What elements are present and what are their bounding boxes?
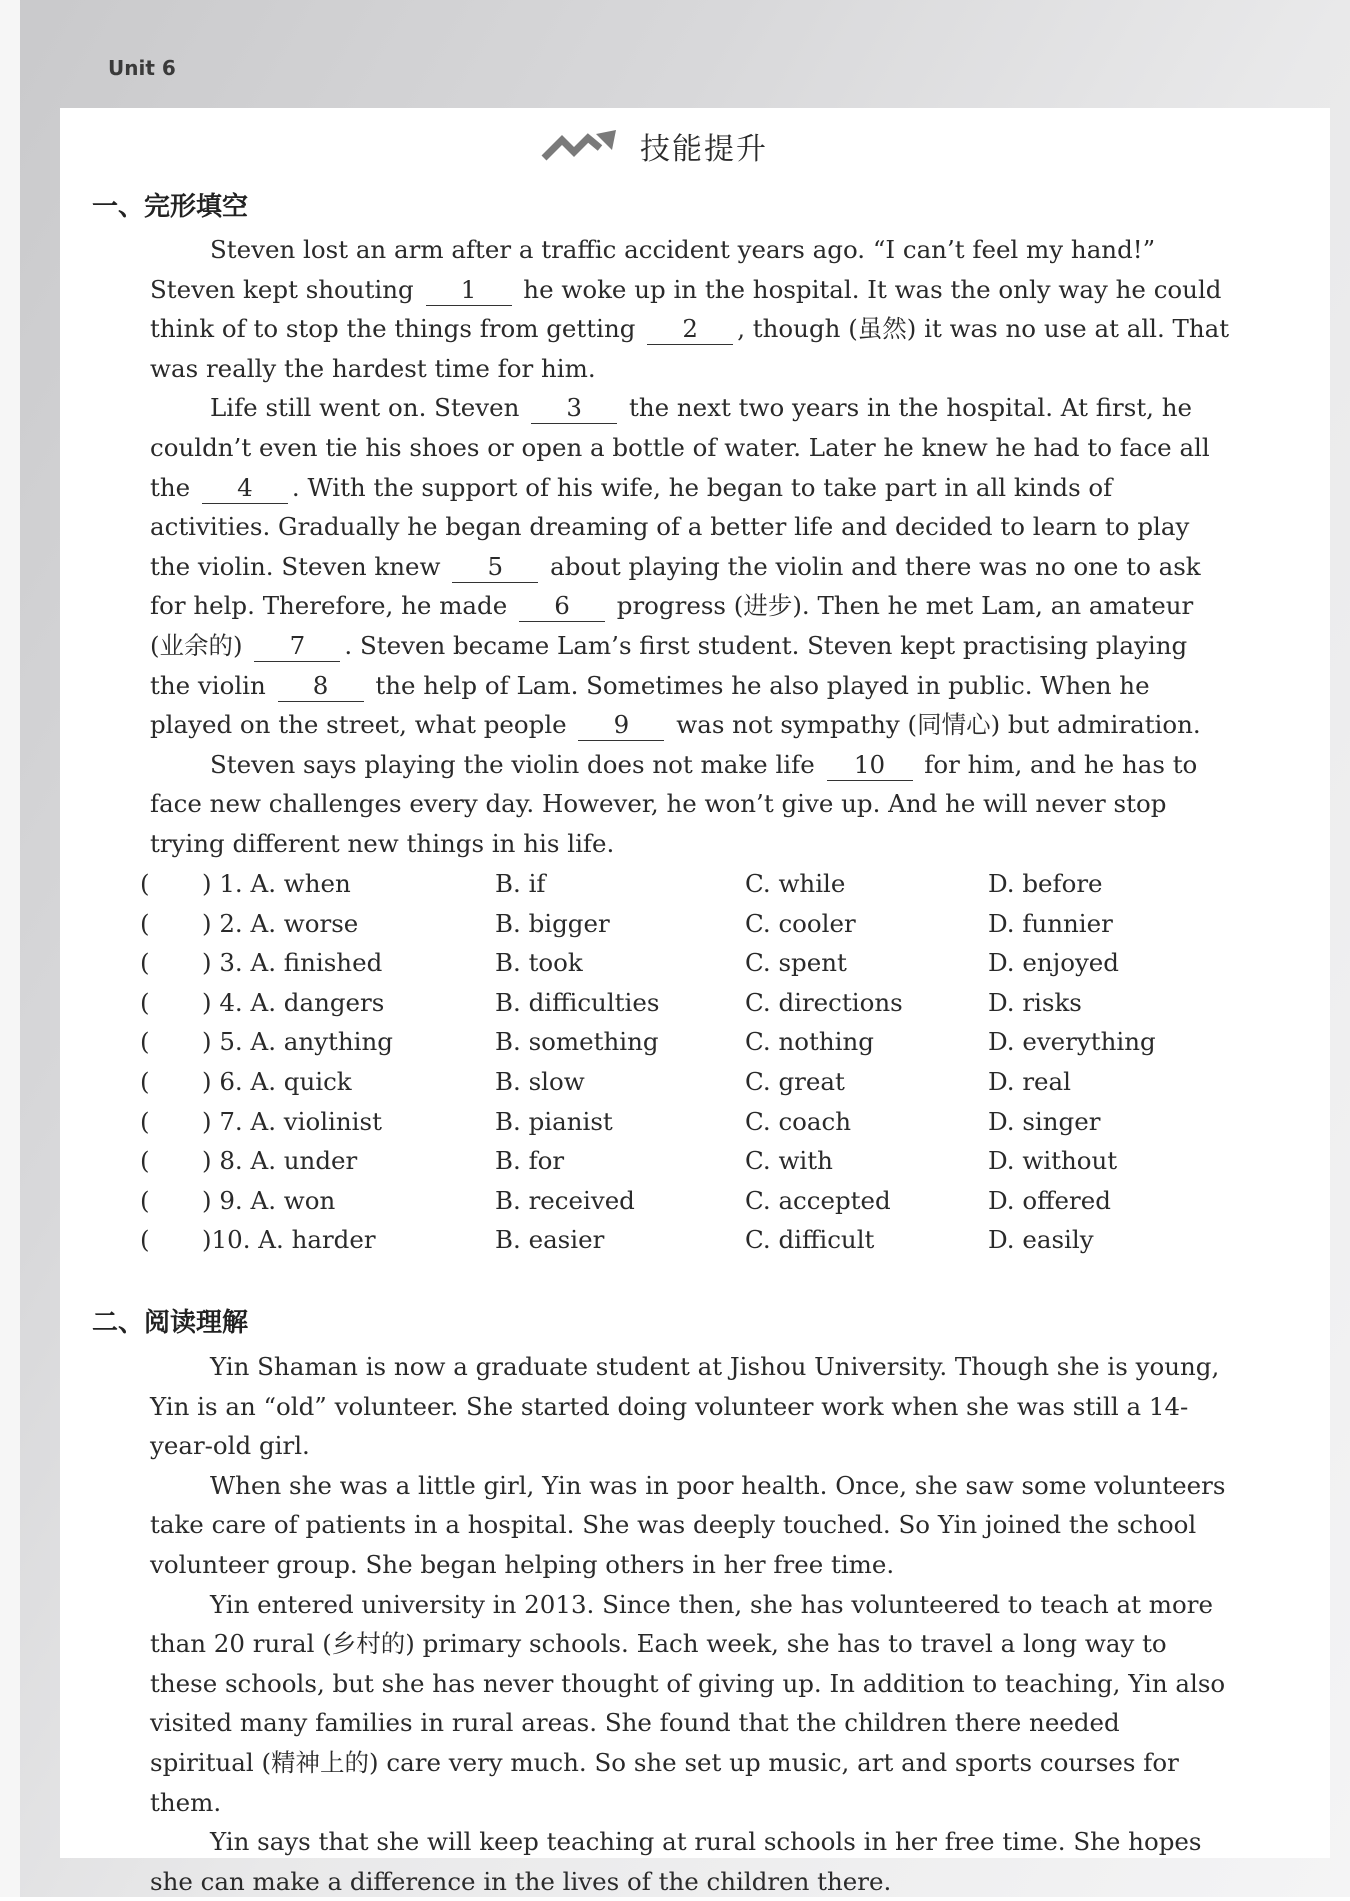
option-d: D. easily [988, 1225, 1094, 1255]
option-c: C. coach [745, 1106, 852, 1136]
question-row [140, 1220, 1240, 1260]
option-c: C. accepted [745, 1185, 891, 1215]
option-c: C. great [745, 1066, 845, 1096]
answer-bracket[interactable]: ( [140, 1185, 150, 1215]
question-row [140, 904, 1240, 944]
question-row [140, 1062, 1240, 1102]
answer-bracket[interactable]: ( [140, 1027, 150, 1057]
cloze-blank[interactable]: 1 [426, 275, 512, 306]
cloze-blank[interactable]: 10 [827, 750, 913, 781]
option-d: D. offered [988, 1185, 1111, 1215]
option-d: D. singer [988, 1106, 1101, 1136]
reading-paragraph: When she was a little girl, Yin was in poor health. Once, she saw some volunteers take care of patients in a hospital. She was deeply touched. So Yin joined the school volunteer group. She began helping others in her free time. [150, 1470, 1226, 1579]
cloze-options [140, 864, 1240, 1260]
cloze-paragraph [150, 230, 1230, 388]
option-d: D. everything [988, 1027, 1156, 1057]
question-row [140, 983, 1240, 1023]
option-c: C. nothing [745, 1027, 874, 1057]
cloze-blank[interactable]: 2 [647, 314, 733, 345]
option-a: )10. A. harder [202, 1225, 376, 1255]
reading-paragraph: Yin entered university in 2013. Since then, she has volunteered to teach at more than 20 rural (乡村的) primary schools. Each week, she has to travel a long way to these schools, but she has never thought of giving up. In addition to teaching, Yin also visited many families in rural areas. She found that the children there needed spiritual (精神上的) care very much. So she set up music, art and sports courses for them. [150, 1589, 1226, 1817]
passage-text: the next two years in the hospital. At first, he couldn’t even tie his shoes or open a bottle of water. Later he knew he had to face all the [150, 393, 1210, 502]
question-row [140, 1022, 1240, 1062]
cloze-blank[interactable]: 7 [254, 631, 340, 662]
option-a: ) 4. A. dangers [202, 987, 385, 1017]
option-a: ) 7. A. violinist [202, 1106, 382, 1136]
passage-text: Steven says playing the violin does not make life [210, 749, 823, 779]
option-a: ) 9. A. won [202, 1185, 336, 1215]
answer-bracket[interactable]: ( [140, 1066, 150, 1096]
passage-text: . With the support of his wife, he began to take part in all kinds of activities. Gradually he began dreaming of a better life and decided to learn to play the violin. Steven knew [150, 472, 1190, 581]
option-d: D. risks [988, 987, 1082, 1017]
answer-bracket[interactable]: ( [140, 869, 150, 898]
answer-bracket[interactable]: ( [140, 908, 150, 938]
option-c: C. directions [745, 987, 903, 1017]
upward-trend-arrow-icon [540, 128, 620, 164]
option-d: D. before [988, 869, 1103, 898]
passage-text: he woke up in the hospital. It was the only way he could think of to stop the things from getting [150, 274, 1222, 344]
option-c: C. cooler [745, 908, 856, 938]
option-b: B. took [495, 948, 583, 978]
section-heading-cloze: 一、完形填空 [92, 192, 249, 222]
reading-paragraph: Yin Shaman is now a graduate student at Jishou University. Though she is young, Yin is an “old” volunteer. She started doing volunteer work when she was still a 14-year-old girl. [150, 1352, 1220, 1461]
passage-text: for him, and he has to face new challenges every day. However, he won’t give up. And he will never stop trying different new things in his life. [150, 749, 1198, 858]
option-a: ) 2. A. worse [202, 908, 359, 938]
cloze-blank[interactable]: 4 [202, 473, 288, 504]
option-b: B. bigger [495, 908, 610, 938]
question-row [140, 1141, 1240, 1181]
option-a: ) 6. A. quick [202, 1066, 352, 1096]
question-row [140, 1102, 1240, 1142]
passage-text: Life still went on. Steven [210, 393, 528, 423]
option-d: D. real [988, 1066, 1071, 1096]
option-b: B. difficulties [495, 987, 660, 1017]
scan-edge [0, 0, 20, 1897]
section-banner [540, 124, 768, 168]
option-c: C. while [745, 869, 846, 898]
option-a: ) 5. A. anything [202, 1027, 393, 1057]
question-row [140, 1181, 1240, 1221]
answer-bracket[interactable]: ( [140, 1225, 150, 1255]
option-d: D. funnier [988, 908, 1113, 938]
cloze-blank[interactable]: 8 [278, 671, 364, 702]
cloze-blank[interactable]: 6 [519, 591, 605, 622]
option-c: C. with [745, 1146, 833, 1176]
answer-bracket[interactable]: ( [140, 948, 150, 978]
section-heading-reading: 二、阅读理解 [92, 1308, 249, 1338]
option-d: D. without [988, 1146, 1118, 1176]
option-b: B. pianist [495, 1106, 613, 1136]
passage-text: about playing the violin and there was no one to ask for help. Therefore, he made [150, 551, 1201, 621]
passage-text: the help of Lam. Sometimes he also played in public. When he played on the street, what people [150, 670, 1150, 740]
option-b: B. easier [495, 1225, 605, 1255]
cloze-blank[interactable]: 5 [452, 552, 538, 583]
option-a: ) 3. A. finished [202, 948, 383, 978]
answer-bracket[interactable]: ( [140, 987, 150, 1017]
passage-text: progress (进步). Then he met Lam, an amateur (业余的) [150, 591, 1194, 660]
option-c: C. difficult [745, 1225, 875, 1255]
answer-bracket[interactable]: ( [140, 1106, 150, 1136]
option-b: B. for [495, 1146, 565, 1176]
cloze-blank[interactable]: 3 [531, 393, 617, 424]
unit-label: Unit 6 [108, 56, 176, 80]
option-b: B. slow [495, 1066, 585, 1096]
option-a: ) 8. A. under [202, 1146, 358, 1176]
reading-paragraph: Yin says that she will keep teaching at rural schools in her free time. She hopes she can make a difference in the lives of the children there. [150, 1827, 1202, 1896]
answer-bracket[interactable]: ( [140, 1146, 150, 1176]
option-b: B. if [495, 869, 546, 898]
reading-passage [150, 1347, 1230, 1901]
option-b: B. received [495, 1185, 635, 1215]
passage-text: . Steven became Lam’s first student. Steven kept practising playing the violin [150, 630, 1188, 700]
option-d: D. enjoyed [988, 948, 1119, 978]
cloze-paragraph [150, 388, 1230, 744]
option-c: C. spent [745, 948, 847, 978]
passage-text: was not sympathy (同情心) but admiration. [668, 710, 1201, 740]
banner-title: 技能提升 [640, 132, 768, 167]
passage-text: , though (虽然) it was no use at all. That was really the hardest time for him. [150, 314, 1230, 383]
cloze-passage [150, 230, 1230, 864]
cloze-paragraph [150, 745, 1230, 864]
question-row [140, 864, 1240, 904]
cloze-blank[interactable]: 9 [578, 710, 664, 741]
passage-text: Steven lost an arm after a traffic accident years ago. “I can’t feel my hand!” Steven kept shouting [150, 235, 1156, 304]
option-b: B. something [495, 1027, 659, 1057]
question-row [140, 943, 1240, 983]
option-a: ) 1. A. when [202, 869, 351, 898]
